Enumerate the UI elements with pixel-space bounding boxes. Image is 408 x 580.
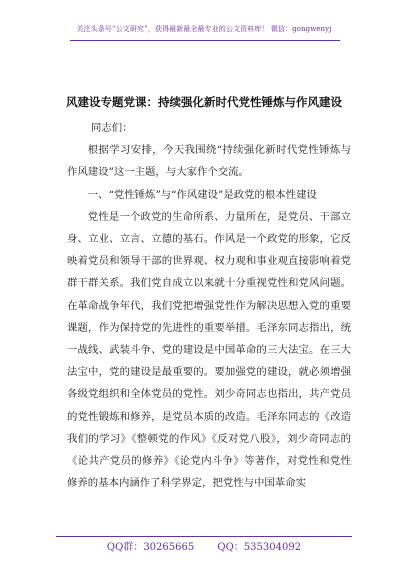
footer-qq-contact: QQ：535304092 [217,542,302,553]
salutation: 同志们： [91,122,133,134]
header-divider [70,40,340,41]
section-heading-1: 一、“党性锤炼”与“作风建设”是政党的根本性建设 [87,188,317,201]
document-title: 风建设专题党课：持续强化新时代党性锤炼与作风建设 [66,95,342,109]
page-footer [0,538,408,553]
footer-qq-group: QQ群：30265665 [106,542,195,553]
document-body [67,117,351,494]
footer-divider [56,536,352,537]
paragraph-intro: 根据学习安排，今天我围绕“持续强化新时代党性锤炼与作风建设”这一主题，与大家作个交流。 [67,144,351,179]
paragraph-party-spirit: 党性是一个政党的生命所系、力量所在，是党员、干部立身、立业、立言、立德的基石。作风是一个政党的形象，它反映着党员和领导干部的世界观、权力观和事业观直接影响着党群干群关系。我们党自成立以来就十分重视党性和党风问题。在革命战争年代，我们党把增强党性作为解决思想入党的重要课题，作为保持党的先进性的重要举措。毛泽东同志指出，统一战线、武装斗争、党的建设是中国革命的三大法宝。在三大法宝中，党的建设是最重要的。要加强党的建设，就必须增强各级党组织和全体党员的党性。刘少奇同志也指出，共产党员的党性锻炼和修养，是党员本质的改造。毛泽东同志的《改造我们的学习》《整顿党的作风》《反对党八股》，刘少奇同志的《论共产党员的修养》《论党内斗争》等著作，对党性和党性修养的基本内涵作了科学界定，把党性与中国革命实 [67,210,351,490]
page-header-promo: 关注头条号“公文研究”，获得最新最全最专业的公文资料库！ 微信：gongwenyj [76,25,332,33]
